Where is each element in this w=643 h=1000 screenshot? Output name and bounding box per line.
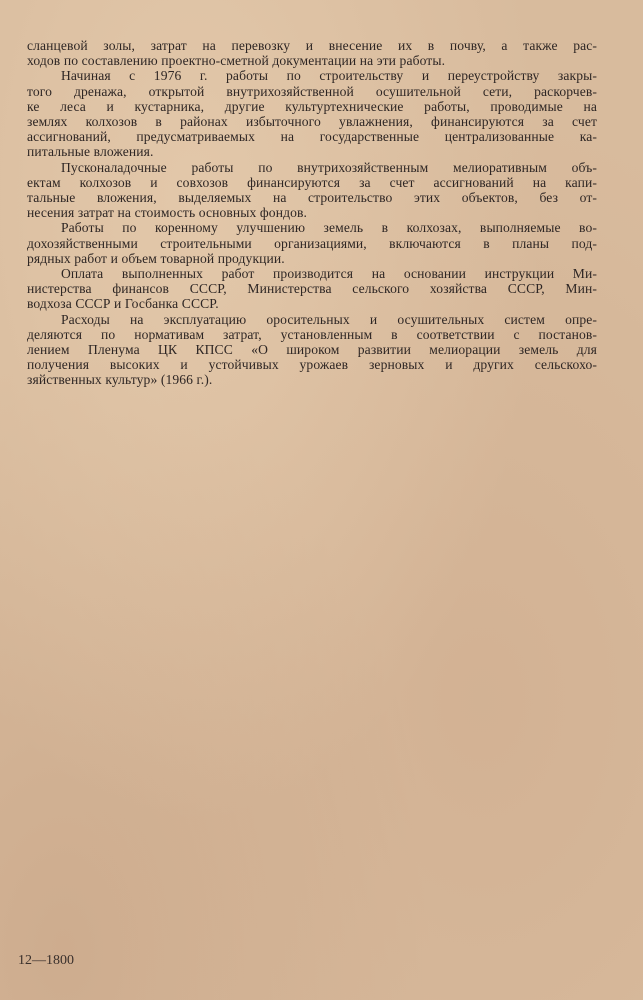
text-line: ассигнований, предусматриваемых на государственные централизованные ка-	[27, 129, 597, 145]
text-line: несения затрат на стоимость основных фондов.	[27, 205, 308, 221]
text-line: водхоза СССР и Госбанка СССР.	[27, 296, 219, 312]
text-line: Работы по коренному улучшению земель в колхозах, выполняемые во-	[61, 220, 597, 236]
text-line: Расходы на эксплуатацию оросительных и осушительных систем опре-	[61, 311, 597, 327]
text-line: рядных работ и объем товарной продукции.	[27, 250, 285, 266]
paragraph-5	[27, 266, 597, 312]
paragraph-1	[27, 38, 597, 68]
text-line: Пусконаладочные работы по внутрихозяйственным мелиоративным объ-	[61, 159, 597, 175]
text-line: тальные вложения, выделяемых на строительство этих объектов, без от-	[27, 190, 597, 206]
paragraph-2	[27, 68, 597, 159]
paragraph-3	[27, 160, 597, 221]
paragraph-4	[27, 220, 597, 266]
text-line: того дренажа, открытой внутрихозяйственной осушительной сети, раскорчев-	[27, 83, 597, 99]
text-line: землях колхозов в районах избыточного увлажнения, финансируются за счет	[27, 114, 597, 130]
text-line: деляются по нормативам затрат, установленным в соответствии с постанов-	[27, 326, 597, 342]
body-text	[27, 38, 597, 388]
text-line: лением Пленума ЦК КПСС «О широком развитии мелиорации земель для	[27, 342, 597, 358]
text-line: ходов по составлению проектно-сметной документации на эти работы.	[27, 53, 446, 69]
text-line: зяйственных культур» (1966 г.).	[27, 372, 213, 388]
text-line: Оплата выполненных работ производится на основании инструкции Ми-	[61, 266, 597, 282]
text-line: Начиная с 1976 г. работы по строительству и переустройству закры-	[61, 68, 597, 84]
text-line: сланцевой золы, затрат на перевозку и внесение их в почву, а также рас-	[27, 38, 597, 53]
text-line: ке леса и кустарника, другие культуртехнические работы, проводимые на	[27, 98, 597, 114]
text-line: получения высоких и устойчивых урожаев зерновых и других сельскохо-	[27, 357, 597, 373]
text-line: нистерства финансов СССР, Министерства сельского хозяйства СССР, Мин-	[27, 281, 597, 297]
paragraph-6	[27, 312, 597, 388]
text-line: дохозяйственными строительными организациями, включаются в планы под-	[27, 235, 597, 251]
page-folio: 12—1800	[18, 953, 74, 968]
text-line: питальные вложения.	[27, 144, 154, 160]
text-line: ектам колхозов и совхозов финансируются за счет ассигнований на капи-	[27, 174, 597, 190]
